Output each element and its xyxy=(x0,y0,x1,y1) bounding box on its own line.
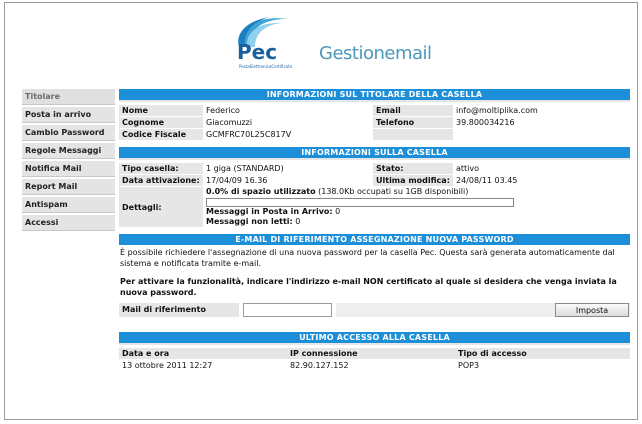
telefono-label: Telefono xyxy=(373,117,453,128)
col-header-data-ora: Data e ora xyxy=(119,348,287,359)
stato-label: Stato: xyxy=(373,163,453,174)
dettagli-value xyxy=(203,187,630,227)
mail-riferimento-input[interactable] xyxy=(243,303,332,317)
data-attivazione-value: 17/04/09 16.36 xyxy=(203,175,373,186)
codice-fiscale-value: GCMFRC70L25C817V xyxy=(203,129,373,140)
empty-label xyxy=(373,129,453,140)
tipo-casella-value: 1 giga (STANDARD) xyxy=(203,163,373,174)
main-content xyxy=(119,89,630,372)
cognome-label: Cognome xyxy=(119,117,203,128)
dettagli-label: Dettagli: xyxy=(119,187,203,227)
section-header-titolare: INFORMAZIONI SUL TITOLARE DELLA CASELLA xyxy=(119,89,630,100)
pec-logo-subtext: PostaElettronicaCertificata xyxy=(239,64,293,69)
col-header-ip: IP connessione xyxy=(287,348,455,359)
inarrivo-label: Messaggi in Posta in Arrivo: xyxy=(206,207,333,216)
sidebar-item-cambio-password[interactable]: Cambio Password xyxy=(22,125,115,141)
telefono-value: 39.800034216 xyxy=(453,117,630,128)
mail-riferimento-row xyxy=(119,302,630,318)
ultima-modifica-label: Ultima modifica: xyxy=(373,175,453,186)
usage-detail: (138.0Kb occupati su 1GB disponibili) xyxy=(318,187,469,196)
sidebar-item-antispam[interactable]: Antispam xyxy=(22,197,115,213)
riferimento-instruction: Per attivare la funzionalità, indicare l'indirizzo e-mail NON certificato al quale si desidera che venga inviata la nuova password. xyxy=(120,277,617,297)
casella-table xyxy=(119,162,630,228)
sidebar-item-regole-messaggi[interactable]: Regole Messaggi xyxy=(22,143,115,159)
sidebar-item-titolare[interactable]: Titolare xyxy=(22,89,115,105)
inarrivo-value: 0 xyxy=(335,207,341,216)
nome-label: Nome xyxy=(119,105,203,116)
page-frame xyxy=(4,2,638,420)
mail-riferimento-label: Mail di riferimento xyxy=(119,303,239,317)
cognome-value: Giacomuzzi xyxy=(203,117,373,128)
usage-percent: 0.0% di spazio utilizzato xyxy=(206,187,316,196)
pec-logo-text: Pec xyxy=(237,40,278,64)
section-header-casella: INFORMAZIONI SULLA CASELLA xyxy=(119,147,630,158)
stato-value: attivo xyxy=(453,163,630,174)
accesso-table xyxy=(119,347,630,372)
sidebar xyxy=(22,89,115,233)
tipo-casella-label: Tipo casella: xyxy=(119,163,203,174)
pec-logo xyxy=(217,13,307,75)
nome-value: Federico xyxy=(203,105,373,116)
nonletti-value: 0 xyxy=(295,217,301,226)
sidebar-item-accessi[interactable]: Accessi xyxy=(22,215,115,231)
accesso-data-ora: 13 ottobre 2011 12:27 xyxy=(119,360,287,371)
data-attivazione-label: Data attivazione: xyxy=(119,175,203,186)
section-header-accesso: ULTIMO ACCESSO ALLA CASELLA xyxy=(119,332,630,343)
nonletti-label: Messaggi non letti: xyxy=(206,217,293,226)
sidebar-item-report-mail[interactable]: Report Mail xyxy=(22,179,115,195)
brand-title: Gestionemail xyxy=(319,43,432,64)
riferimento-intro: È possibile richiedere l'assegnazione di una nuova password per la casella Pec. Questa sarà generata automaticamente dal sistema e notificata tramite e-mail. xyxy=(120,248,615,268)
sidebar-item-posta-in-arrivo[interactable]: Posta in arrivo xyxy=(22,107,115,123)
sidebar-item-notifica-mail[interactable]: Notifica Mail xyxy=(22,161,115,177)
titolare-table xyxy=(119,104,630,141)
accesso-tipo: POP3 xyxy=(455,360,630,371)
section-header-riferimento: E-MAIL DI RIFERIMENTO ASSEGNAZIONE NUOVA PASSWORD xyxy=(119,234,630,245)
usage-progress-bar xyxy=(206,198,514,207)
codice-fiscale-label: Codice Fiscale xyxy=(119,129,203,140)
col-header-tipo-accesso: Tipo di accesso xyxy=(455,348,630,359)
email-value: info@moltiplika.com xyxy=(453,105,630,116)
ultima-modifica-value: 24/08/11 03.45 xyxy=(453,175,630,186)
table-row xyxy=(119,360,630,371)
imposta-button[interactable]: Imposta xyxy=(555,303,629,317)
accesso-ip: 82.90.127.152 xyxy=(287,360,455,371)
email-label: Email xyxy=(373,105,453,116)
